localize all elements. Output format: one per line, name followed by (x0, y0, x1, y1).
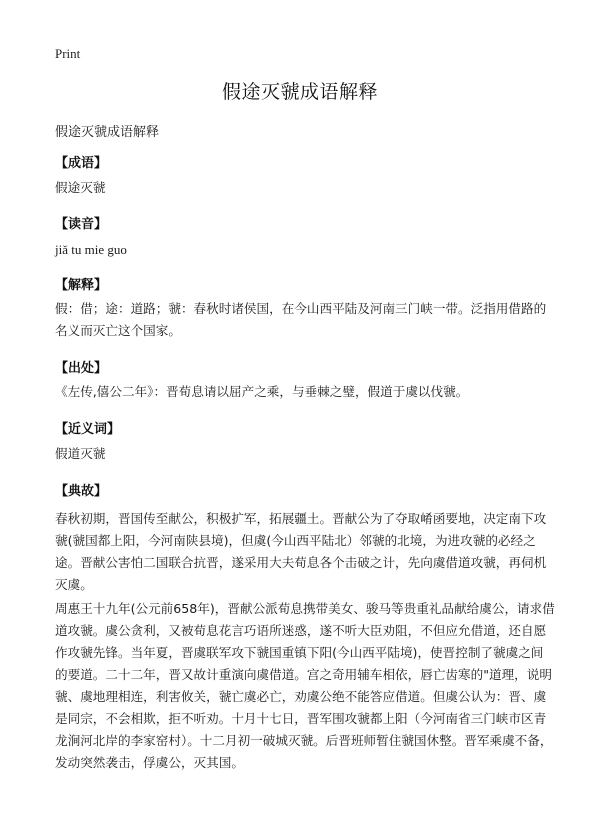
section-heading-story: 【典故】 (55, 484, 108, 499)
page-subtitle: 假途灭虢成语解释 (55, 125, 160, 140)
section-body-idiom: 假途灭虢 (55, 180, 106, 195)
section-heading-pronunciation: 【读音】 (55, 217, 108, 232)
section-body-pronunciation: jiǎ tu mie guo (55, 242, 127, 257)
page-title: 假途灭虢成语解释 (221, 81, 378, 103)
section-heading-synonym: 【近义词】 (55, 422, 121, 437)
section-heading-idiom: 【成语】 (55, 156, 108, 171)
section-heading-explanation: 【解释】 (55, 278, 108, 293)
print-link[interactable]: Print (55, 46, 81, 61)
section-heading-source: 【出处】 (55, 361, 108, 376)
section-body-explanation: 假：借；途：道路；虢：春秋时诸侯国，在今山西平陆及河南三门峡一带。泛指用借路的名义而灭亡这个国家。 (55, 301, 547, 338)
section-body-story-paragraph-2: 周惠王十九年(公元前658年)，晋献公派荀息携带美女、骏马等贵重礼品献给虞公，请求借道攻虢。虞公贪利，又被荀息花言巧语所迷惑，遂不听大臣劝阻，不但应允借道，还自愿作攻虢先锋。当年夏，晋虞联军攻下虢国重镇下阳(今山西平陆境)，使晋控制了虢虞之间的要道。二十二年，晋又故计重演向虞借道。宫之奇用辅车相依，唇亡齿寒的"道理，说明虢、虞地理相连，利害攸关，虢亡虞必亡，劝虞公绝不能答应借道。但虞公认为：晋、虞是同宗，不会相欺，拒不听劝。十月十七日，晋军围攻虢都上阳（今河南省三门峡市区青龙涧河北岸的李家窑村）。十二月初一破城灭虢。后晋班师暂住虢国休整。晋军乘虞不备，发动突然袭击，俘虞公，灭其国。 (55, 601, 555, 770)
section-body-source: 《左传,僖公二年》：晋荀息请以屈产之乘，与垂棘之璧，假道于虞以伐虢。 (55, 384, 469, 399)
section-body-story-paragraph-1: 春秋初期，晋国传至献公，积极扩军，拓展疆土。晋献公为了夺取崤函要地，决定南下攻虢(虢国都上阳，今河南陕县境)，但虞(今山西平陆北）邻虢的北境，为进攻虢的必经之途。晋献公害怕二国联合抗晋，遂采用大夫荀息各个击破之计，先向虞借道攻虢，再伺机灭虞。 (55, 511, 547, 592)
section-body-synonym: 假道灭虢 (55, 446, 106, 461)
